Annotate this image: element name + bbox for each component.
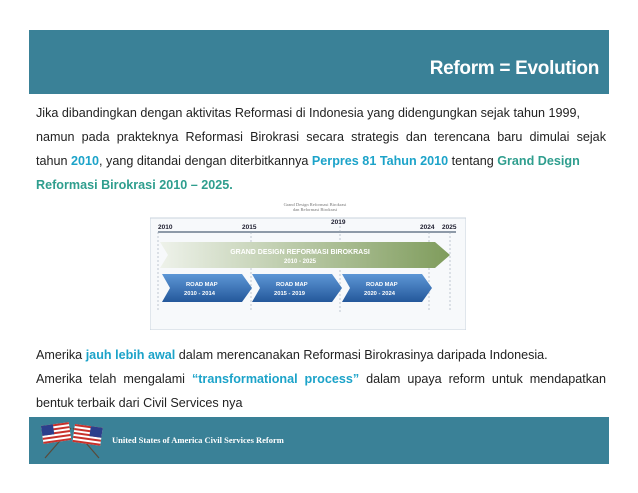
road-map-label-1: ROAD MAP [186, 282, 218, 288]
early-highlight: jauh lebih awal [85, 348, 176, 362]
grand-design-range: 2010 - 2025 [283, 259, 317, 265]
intro-line-4: Reformasi Birokrasi 2010 – 2025. [36, 178, 233, 192]
america-text: Amerika telah mengalami [36, 372, 192, 386]
intro-text: tahun [36, 154, 72, 168]
america-text: dalam upaya reform untuk mendapatkan [359, 372, 607, 386]
america-text: Amerika [36, 348, 86, 362]
year-tick-2024: 2024 [420, 224, 435, 231]
intro-text: , yang ditandai dengan diterbitkannya [99, 154, 312, 168]
figure-caption-line-1: Grand Design Reformasi Birokrasi [283, 202, 347, 207]
transformational-highlight: “transformational process” [191, 372, 360, 386]
year-tick-2019: 2019 [331, 219, 346, 226]
america-line-2 [36, 367, 606, 391]
year-tick-2010: 2010 [158, 224, 173, 231]
intro-text: tentang [448, 154, 498, 168]
perpres-highlight: Perpres 81 Tahun 2010 [311, 154, 449, 168]
america-text: dalam merencanakan Reformasi Birokrasinya daripada Indonesia. [175, 348, 548, 362]
footer-bar [29, 417, 609, 464]
crossed-us-flags-icon [37, 422, 107, 460]
year-tick-2025: 2025 [442, 224, 457, 231]
intro-line-3 [36, 149, 606, 173]
road-map-arrow-2 [252, 274, 342, 302]
road-map-range-3: 2020 - 2024 [364, 291, 395, 297]
slide-title: Reform = Evolution [429, 58, 599, 79]
america-paragraph [36, 343, 606, 415]
roadmap-figure [150, 202, 466, 330]
intro-line-1: Jika dibandingkan dengan aktivitas Reformasi di Indonesia yang didengungkan sejak tahun 1999, [36, 106, 581, 120]
intro-paragraph [36, 101, 606, 197]
footer-caption: United States of America Civil Services Reform [112, 435, 284, 445]
grand-design-highlight: Grand Design [497, 154, 580, 168]
road-map-range-1: 2010 - 2014 [184, 291, 215, 297]
america-line-3: bentuk terbaik dari Civil Services nya [36, 396, 243, 410]
year-highlight: 2010 [71, 154, 100, 168]
year-tick-2015: 2015 [242, 224, 257, 231]
road-map-label-3: ROAD MAP [366, 282, 398, 288]
header-bar [29, 30, 609, 94]
america-line-1 [36, 343, 606, 367]
intro-line-2: namun pada prakteknya Reformasi Birokrasi secara strategis dan terencana baru dimulai sejak [36, 130, 606, 144]
grand-design-label: GRAND DESIGN REFORMASI BIROKRASI [230, 249, 370, 256]
road-map-arrow-3 [342, 274, 432, 302]
road-map-arrow-1 [162, 274, 252, 302]
road-map-range-2: 2015 - 2019 [274, 291, 305, 297]
figure-caption-line-2: dan Reformasi Birokrasi [292, 207, 338, 212]
roadmap-diagram [150, 202, 466, 330]
road-map-label-2: ROAD MAP [276, 282, 308, 288]
